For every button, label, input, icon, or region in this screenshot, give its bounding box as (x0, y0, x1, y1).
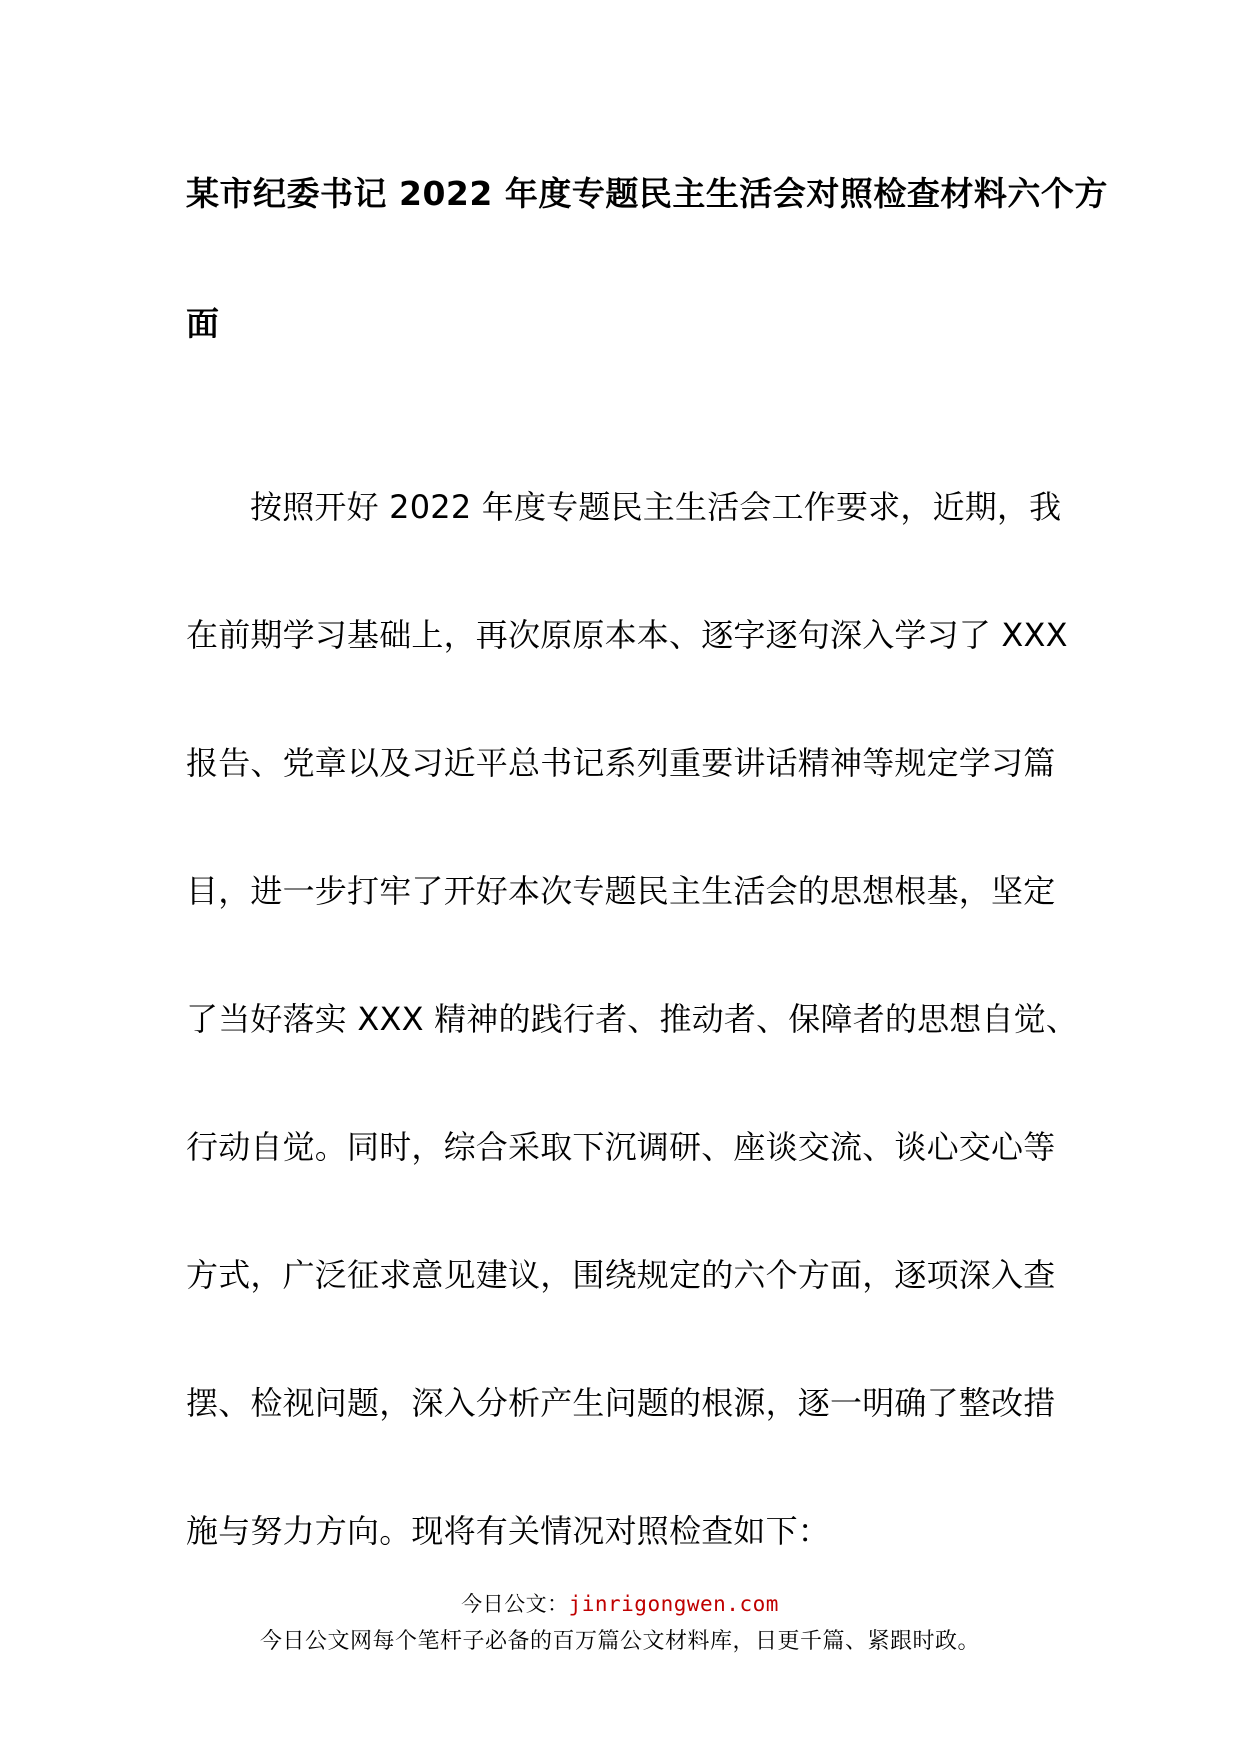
paragraph-line: 按照开好 2022 年度专题民主生活会工作要求，近期，我 (250, 488, 1062, 526)
paragraph-line: 目，进一步打牢了开好本次专题民主生活会的思想根基，坚定 (186, 872, 1056, 910)
paragraph-line: 报告、党章以及习近平总书记系列重要讲话精神等规定学习篇 (186, 744, 1056, 782)
paragraph-line: 在前期学习基础上，再次原原本本、逐字逐句深入学习了 XXX (186, 616, 1068, 654)
paragraph-line: 方式，广泛征求意见建议，围绕规定的六个方面，逐项深入查 (186, 1256, 1056, 1294)
footer-site (0, 1588, 1240, 1618)
document-title-line-2: 面 (186, 304, 220, 343)
paragraph-line: 施与努力方向。现将有关情况对照检查如下： (186, 1512, 831, 1550)
footer-slogan: 今日公文网每个笔杆子必备的百万篇公文材料库，日更千篇、紧跟时政。 (259, 1629, 980, 1654)
paragraph-line: 摆、检视问题，深入分析产生问题的根源，逐一明确了整改措 (186, 1384, 1056, 1422)
document-title-line-1: 某市纪委书记 2022 年度专题民主生活会对照检查材料六个方 (186, 174, 1108, 213)
paragraph-line: 行动自觉。同时，综合采取下沉调研、座谈交流、谈心交心等 (186, 1128, 1056, 1166)
footer-site-label: 今日公文： (461, 1592, 569, 1616)
footer-site-link[interactable]: jinrigongwen.com (568, 1592, 779, 1616)
paragraph-line: 了当好落实 XXX 精神的践行者、推动者、保障者的思想自觉、 (186, 1000, 1079, 1038)
